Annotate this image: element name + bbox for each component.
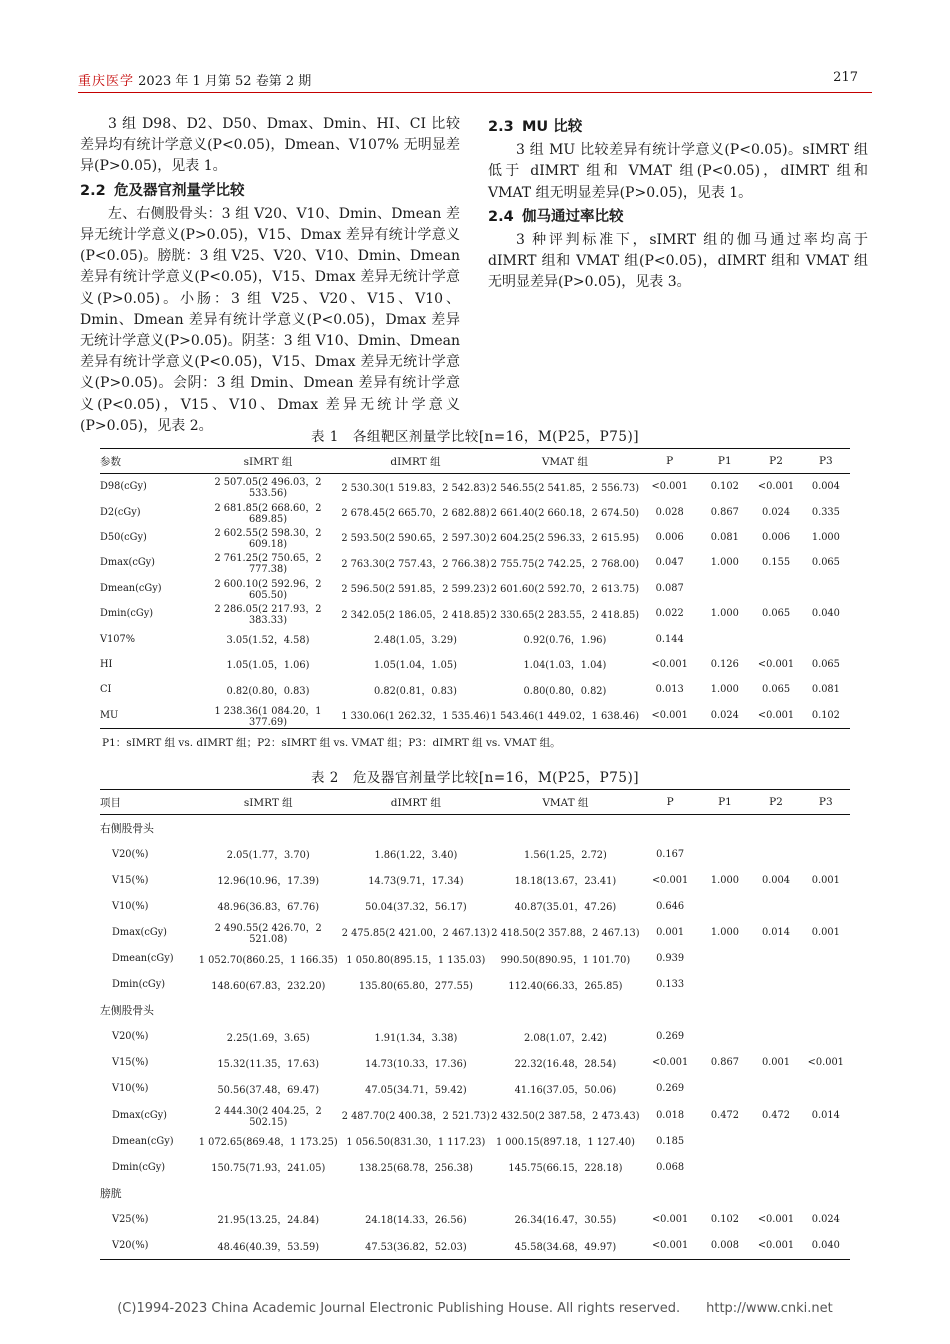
table-cell [802, 1154, 850, 1180]
table-cell: 2 546.55(2 541.85，2 556.73) [490, 482, 640, 494]
table-row [100, 1050, 850, 1076]
table-cell: 0.269 [656, 1031, 685, 1043]
row-label: MU [100, 709, 119, 721]
column-header: dIMRT 组 [390, 796, 441, 809]
table-cell: 12.96(10.96，17.39) [217, 876, 320, 888]
table-cell [700, 1128, 751, 1154]
table-row [100, 677, 850, 702]
row-label: Dmean(cGy) [112, 953, 174, 965]
section-number: 2.3 [488, 119, 514, 135]
section-title: 伽马通过率比较 [522, 208, 624, 225]
table-row [100, 1076, 850, 1102]
table-cell [699, 576, 750, 601]
row-label: V20(%) [112, 848, 149, 860]
table-group-row [100, 815, 850, 842]
table-cell: 18.18(13.67，23.41) [514, 876, 617, 888]
table-cell: 0.068 [656, 1161, 685, 1173]
table-cell: <0.001 [807, 1057, 844, 1069]
table-cell: 0.126 [710, 658, 739, 670]
table-cell: 2 681.85(2 668.60，2 689.85) [214, 502, 322, 525]
table-cell: <0.001 [757, 658, 795, 670]
row-label: D50(cGy) [100, 531, 147, 543]
table-cell: 0.022 [655, 608, 684, 620]
table-cell: 14.73(10.33，17.36) [365, 1058, 467, 1070]
table-cell: 0.040 [811, 1240, 840, 1252]
table-cell: 1.05(1.04，1.05) [374, 660, 457, 672]
row-label: HI [100, 658, 113, 670]
right-column [488, 114, 868, 294]
table-cell [802, 972, 850, 998]
column-header: VMAT 组 [542, 796, 589, 809]
table-2 [100, 789, 850, 1260]
table-cell: 0.013 [655, 684, 684, 696]
table-cell: 0.646 [656, 900, 685, 912]
table-cell [700, 972, 751, 998]
table-cell [802, 1128, 850, 1154]
table-2-caption: 表 2 危及器官剂量学比较[n=16，M(P25，P75)] [311, 770, 639, 786]
table-cell: 0.92(0.76，1.96) [523, 635, 607, 647]
table-cell: 50.56(37.48，69.47) [217, 1084, 320, 1096]
table-cell: 2.25(1.69，3.65) [226, 1032, 310, 1044]
table-1 [100, 448, 850, 729]
table-row [100, 601, 850, 626]
table-cell: <0.001 [651, 709, 688, 721]
row-label: Dmin(cGy) [100, 608, 154, 620]
row-label: Dmean(cGy) [112, 1135, 174, 1147]
table-cell: 0.014 [811, 1109, 840, 1121]
table-cell: 2 661.40(2 660.18，2 674.50) [490, 508, 640, 520]
table-cell: <0.001 [757, 481, 795, 493]
table-cell [750, 626, 801, 651]
table-cell: 1.000 [710, 557, 739, 569]
table-cell: 0.133 [656, 979, 685, 991]
table-cell: 1.000 [710, 608, 739, 620]
table-cell: 2.48(1.05，3.29) [374, 635, 457, 647]
table-cell: 48.96(36.83，67.76) [217, 902, 320, 914]
row-label: Dmax(cGy) [112, 1109, 168, 1121]
table-cell: 2 593.50(2 590.65，2 597.30) [341, 533, 490, 545]
table-row [100, 1154, 850, 1180]
table-cell: 0.939 [656, 953, 685, 965]
section-2-2-heading [80, 181, 460, 202]
column-header: P1 [717, 455, 732, 467]
table-cell: 2 432.50(2 387.58，2 473.43) [491, 1111, 640, 1123]
table-cell: 1.000 [811, 531, 840, 543]
table-row [100, 1233, 850, 1260]
table-cell: 1.56(1.25，2.72) [523, 850, 607, 862]
table-cell: 0.001 [811, 874, 840, 886]
table-cell: 1.86(1.22，3.40) [374, 850, 458, 862]
table-cell [802, 841, 850, 867]
table-cell [750, 1128, 801, 1154]
table-cell [699, 626, 750, 651]
table-cell: 0.82(0.81，0.83) [374, 685, 457, 697]
table-cell: 1 052.70(860.25，1 166.35) [198, 954, 338, 966]
table-cell: 135.80(65.80，277.55) [358, 980, 473, 992]
table-cell: 990.50(890.95，1 101.70) [500, 954, 631, 966]
table-cell: 2 487.70(2 400.38，2 521.73) [341, 1111, 491, 1123]
table-row [100, 550, 850, 575]
issue-info: 2023 年 1 月第 52 卷第 2 期 [138, 74, 312, 89]
section-number: 2.4 [488, 208, 514, 225]
table-cell: <0.001 [651, 874, 689, 886]
row-label: V25(%) [112, 1213, 149, 1225]
table-cell: 0.024 [762, 506, 791, 518]
table-cell: 2 678.45(2 665.70，2 682.88) [341, 508, 490, 520]
table-cell: 2 418.50(2 357.88，2 467.13) [491, 928, 640, 940]
table-cell: 1 330.06(1 262.32，1 535.46) [341, 711, 490, 723]
row-label: V20(%) [112, 1031, 149, 1043]
table-cell: 1 072.65(869.48，1 173.25) [198, 1137, 338, 1149]
table-cell: 0.004 [811, 481, 840, 493]
table-cell: 0.065 [762, 608, 791, 620]
group-label: 右侧股骨头 [100, 821, 154, 835]
table-cell: 2 761.25(2 750.65，2 777.38) [214, 553, 322, 576]
table-row [100, 1024, 850, 1050]
paragraph-mu-results: 3 组 MU 比较差异有统计学意义(P<0.05)。sIMRT 组低于 dIMRT 组和 VMAT 组(P<0.05)，dIMRT 组和 VMAT 组无明显差异(P>0.05)，见表 1。 [488, 142, 868, 201]
group-label: 膀胱 [100, 1186, 122, 1200]
table-cell: 112.40(66.33，265.85) [508, 980, 623, 992]
table-cell: 0.144 [655, 633, 684, 645]
row-label: Dmin(cGy) [112, 979, 166, 991]
table-row [100, 867, 850, 893]
table-cell: <0.001 [651, 658, 688, 670]
table-1-note: P1：sIMRT 组 vs. dIMRT 组；P2：sIMRT 组 vs. VMAT 组；P3：dIMRT 组 vs. VMAT 组。 [102, 737, 561, 749]
row-label: V15(%) [112, 874, 149, 886]
table-cell: <0.001 [651, 1213, 689, 1225]
table-row [100, 1128, 850, 1154]
table-cell: 3.05(1.52，4.58) [226, 635, 310, 647]
table-cell: 1.000 [710, 874, 739, 886]
table-cell: 1.04(1.03，1.04) [523, 660, 607, 672]
journal-name: 重庆医学 [78, 74, 135, 89]
table-cell [750, 1024, 801, 1050]
row-label: Dmin(cGy) [112, 1161, 166, 1173]
table-cell: 2 475.85(2 421.00，2 467.13) [341, 928, 491, 940]
row-label: V20(%) [112, 1240, 149, 1252]
table-cell: 2 600.10(2 592.96，2 605.50) [214, 578, 322, 601]
left-column [80, 114, 460, 437]
table-group-row [100, 998, 850, 1024]
table-row [100, 841, 850, 867]
table-cell: 2.08(1.07，2.42) [523, 1032, 607, 1044]
table-cell: 0.004 [761, 874, 790, 886]
table-row [100, 945, 850, 971]
table-cell: 1 238.36(1 084.20，1 377.69) [214, 705, 322, 728]
table-cell: 2 604.25(2 596.33，2 615.95) [490, 533, 640, 545]
row-label: V10(%) [112, 1083, 149, 1095]
table-cell: 48.46(40.39，53.59) [217, 1241, 320, 1253]
table-cell: <0.001 [757, 1213, 795, 1225]
table-cell [750, 841, 801, 867]
column-header: P2 [769, 796, 783, 808]
table-cell: 0.065 [811, 658, 840, 670]
row-label: D2(cGy) [100, 506, 141, 518]
table-cell: 14.73(9.71，17.34) [368, 876, 464, 888]
column-header: P3 [818, 796, 833, 808]
table-cell [802, 893, 850, 919]
table-cell: 1.05(1.05，1.06) [226, 660, 310, 672]
table-cell: 1 050.80(895.15，1 135.03) [346, 954, 486, 966]
table-cell: 0.102 [710, 481, 739, 493]
table-cell: 150.75(71.93，241.05) [211, 1163, 326, 1175]
table-cell: <0.001 [651, 1057, 689, 1069]
table-cell: 0.081 [710, 531, 739, 543]
section-title: MU 比较 [522, 119, 583, 135]
table-cell: 0.335 [811, 506, 840, 518]
row-label: V107% [100, 633, 136, 645]
table-cell [700, 1076, 751, 1102]
table-row [100, 525, 850, 550]
table-cell: 45.58(34.68，49.97) [514, 1241, 617, 1253]
table-cell: 2 490.55(2 426.70，2 521.08) [214, 922, 322, 945]
table-cell: 0.80(0.80，0.82) [523, 685, 607, 697]
table-cell [700, 1024, 751, 1050]
table-cell: 47.53(36.82，52.03) [365, 1241, 467, 1253]
table-cell [802, 576, 850, 601]
table-group-row [100, 1180, 850, 1206]
paragraph-target-results: 3 组 D98、D2、D50、Dmax、Dmin、HI、CI 比较差异均有统计学意义(P<0.05)，Dmean、V107% 无明显差异(P>0.05)，见表 1。 [80, 116, 460, 175]
table-cell: <0.001 [757, 709, 795, 721]
column-header: VMAT 组 [541, 455, 589, 468]
table-cell: 21.95(13.25，24.84) [217, 1215, 320, 1227]
table-cell: 145.75(66.15，228.18) [508, 1163, 623, 1175]
table-cell: 0.024 [710, 709, 739, 721]
column-header: sIMRT 组 [243, 455, 293, 468]
table-row [100, 576, 850, 601]
table-row [100, 474, 850, 500]
table-cell: 15.32(11.35，17.63) [217, 1058, 320, 1070]
table-cell: 50.04(37.32，56.17) [365, 902, 467, 914]
table-cell [700, 893, 751, 919]
table-cell: 0.024 [811, 1213, 840, 1225]
row-label: V10(%) [112, 900, 149, 912]
row-label: CI [100, 684, 112, 696]
row-label: D98(cGy) [100, 481, 147, 493]
row-label: Dmax(cGy) [112, 926, 168, 938]
table-cell: 0.155 [762, 557, 791, 569]
table-1-caption: 表 1 各组靶区剂量学比较[n=16，M(P25，P75)] [311, 429, 639, 445]
paragraph-gamma-results: 3 种评判标准下，sIMRT 组的伽马通过率均高于 dIMRT 组和 VMAT 组(P<0.05)，dIMRT 组和 VMAT 组无明显差异(P>0.05)，见表 3。 [488, 232, 868, 291]
table-cell: 0.269 [656, 1083, 685, 1095]
table-cell: 2 755.75(2 742.25，2 768.00) [490, 558, 640, 570]
table-row [100, 972, 850, 998]
table-cell: 0.065 [811, 557, 840, 569]
table-cell: 1 000.15(897.18，1 127.40) [495, 1137, 635, 1149]
column-header: 项目 [100, 796, 121, 809]
table-cell: 1 056.50(831.30，1 117.23) [346, 1137, 486, 1149]
table-row [100, 652, 850, 677]
group-label: 左侧股骨头 [100, 1004, 154, 1018]
table-cell [750, 945, 801, 971]
table-cell: 0.018 [656, 1109, 685, 1121]
table-cell: 0.167 [656, 848, 685, 860]
table-cell: 0.028 [655, 506, 684, 518]
table-cell: 0.014 [761, 926, 790, 938]
table-cell: 0.472 [710, 1109, 739, 1121]
table-cell: 2 763.30(2 757.43，2 766.38) [341, 558, 490, 570]
table-row [100, 703, 850, 729]
table-cell [750, 893, 801, 919]
table-cell [700, 841, 751, 867]
column-header: dIMRT 组 [390, 455, 441, 468]
table-cell: 0.081 [811, 684, 840, 696]
table-header-row [100, 790, 850, 815]
section-2-3-heading [488, 117, 868, 138]
table-cell: 0.006 [762, 531, 791, 543]
table-cell: 2 330.65(2 283.55，2 418.85) [490, 609, 640, 621]
table-cell: 0.472 [761, 1109, 790, 1121]
table-cell: 0.006 [655, 531, 684, 543]
table-cell: 0.001 [656, 926, 685, 938]
table-cell [750, 576, 801, 601]
table-cell [700, 1154, 751, 1180]
table-cell: 148.60(67.83，232.20) [211, 980, 326, 992]
section-title: 危及器官剂量学比较 [114, 182, 245, 199]
column-header: P1 [718, 796, 732, 808]
table-cell: 26.34(16.47，30.55) [514, 1215, 617, 1227]
table-cell: 2 602.55(2 598.30，2 609.18) [214, 527, 322, 550]
table-cell: 47.05(34.71，59.42) [365, 1084, 467, 1096]
table-cell: 0.065 [762, 684, 791, 696]
table-cell: 2 507.05(2 496.03，2 533.56) [214, 477, 322, 500]
table-row [100, 626, 850, 651]
column-header: 参数 [100, 455, 121, 468]
table-cell: 138.25(68.78，256.38) [358, 1163, 473, 1175]
table-cell: 0.867 [710, 506, 739, 518]
table-cell [802, 1024, 850, 1050]
table-row [100, 893, 850, 919]
table-cell: 2 444.30(2 404.25，2 502.15) [214, 1105, 322, 1128]
table-cell: 2.05(1.77，3.70) [226, 850, 310, 862]
table-cell: 0.008 [710, 1240, 739, 1252]
table-cell [750, 1076, 801, 1102]
paragraph-oar-results: 左、右侧股骨头：3 组 V20、V10、Dmin、Dmean 差异无统计学意义(P>0.05)，V15、Dmax 差异有统计学意义(P<0.05)。膀胱：3 组 V25、V20、V10、Dmin、Dmean 差异有统计学意义(P<0.05)，V15、Dmax 差异无统计学意义(P>0.05)。小肠：3 组 V25、V20、V15、V10、Dmin、Dmean 差异有统计学意义(P<0.05)，Dmax 差异无统计学意义(P>0.05)。阴茎：3 组 V10、Dmin、Dmean 差异有统计学意义(P<0.05)，V15、Dmax 差异无统计学意义(P>0.05)。会阴：3 组 Dmin、Dmean 差异有统计学意义(P<0.05)，V15、V10、Dmax 差异无统计学意义(P>0.05)，见表 2。 [80, 205, 460, 434]
table-cell: 1 543.46(1 449.02，1 638.46) [490, 711, 640, 723]
table-cell [802, 945, 850, 971]
table-cell: 0.040 [811, 608, 840, 620]
table-cell [802, 626, 850, 651]
copyright-footer: (C)1994-2023 China Academic Journal Electronic Publishing House. All rights reserved. http://www.cnki.net [117, 1301, 833, 1316]
table-cell: 2 286.05(2 217.93，2 383.33) [214, 604, 322, 627]
section-2-4-heading [488, 207, 868, 228]
table-cell: 1.000 [710, 684, 739, 696]
section-number: 2.2 [80, 182, 106, 199]
table-cell: 0.102 [710, 1213, 739, 1225]
table-cell: 40.87(35.01，47.26) [514, 902, 617, 914]
table-cell: 1.91(1.34，3.38) [374, 1032, 458, 1044]
column-header: P [666, 455, 674, 467]
table-cell: 0.82(0.80，0.83) [226, 685, 310, 697]
table-cell: 0.087 [655, 582, 684, 594]
table-cell: 22.32(16.48，28.54) [514, 1058, 617, 1070]
table-cell [700, 945, 751, 971]
row-label: V15(%) [112, 1057, 149, 1069]
running-header [78, 70, 872, 93]
table-cell: <0.001 [651, 1240, 689, 1252]
page-number: 217 [833, 70, 858, 85]
column-header: P3 [818, 455, 833, 467]
table-cell: 0.001 [811, 926, 840, 938]
table-row [100, 1206, 850, 1232]
table-cell: 0.047 [655, 557, 684, 569]
table-cell: <0.001 [757, 1240, 795, 1252]
column-header: P2 [769, 455, 783, 467]
table-cell: 0.867 [710, 1057, 739, 1069]
table-cell: 2 601.60(2 592.70，2 613.75) [490, 584, 640, 596]
column-header: P [666, 796, 674, 808]
table-cell: 2 342.05(2 186.05，2 418.85) [341, 609, 490, 621]
table-cell: 2 530.30(1 519.83，2 542.83) [341, 482, 490, 494]
table-row [100, 499, 850, 524]
table-header-row [100, 449, 850, 474]
table-cell [750, 1154, 801, 1180]
table-cell [802, 1076, 850, 1102]
table-row [100, 919, 850, 945]
table-cell: 24.18(14.33，26.56) [365, 1215, 467, 1227]
row-label: Dmean(cGy) [100, 582, 162, 594]
column-header: sIMRT 组 [243, 796, 293, 809]
table-cell: 41.16(37.05，50.06) [514, 1084, 617, 1096]
table-row [100, 1102, 850, 1128]
table-cell [750, 972, 801, 998]
table-cell: 2 596.50(2 591.85，2 599.23) [341, 584, 490, 596]
table-cell: 0.185 [656, 1135, 685, 1147]
table-cell: <0.001 [651, 481, 688, 493]
table-cell: 1.000 [710, 926, 739, 938]
table-cell: 0.001 [761, 1057, 790, 1069]
row-label: Dmax(cGy) [100, 557, 156, 569]
table-cell: 0.102 [811, 709, 840, 721]
